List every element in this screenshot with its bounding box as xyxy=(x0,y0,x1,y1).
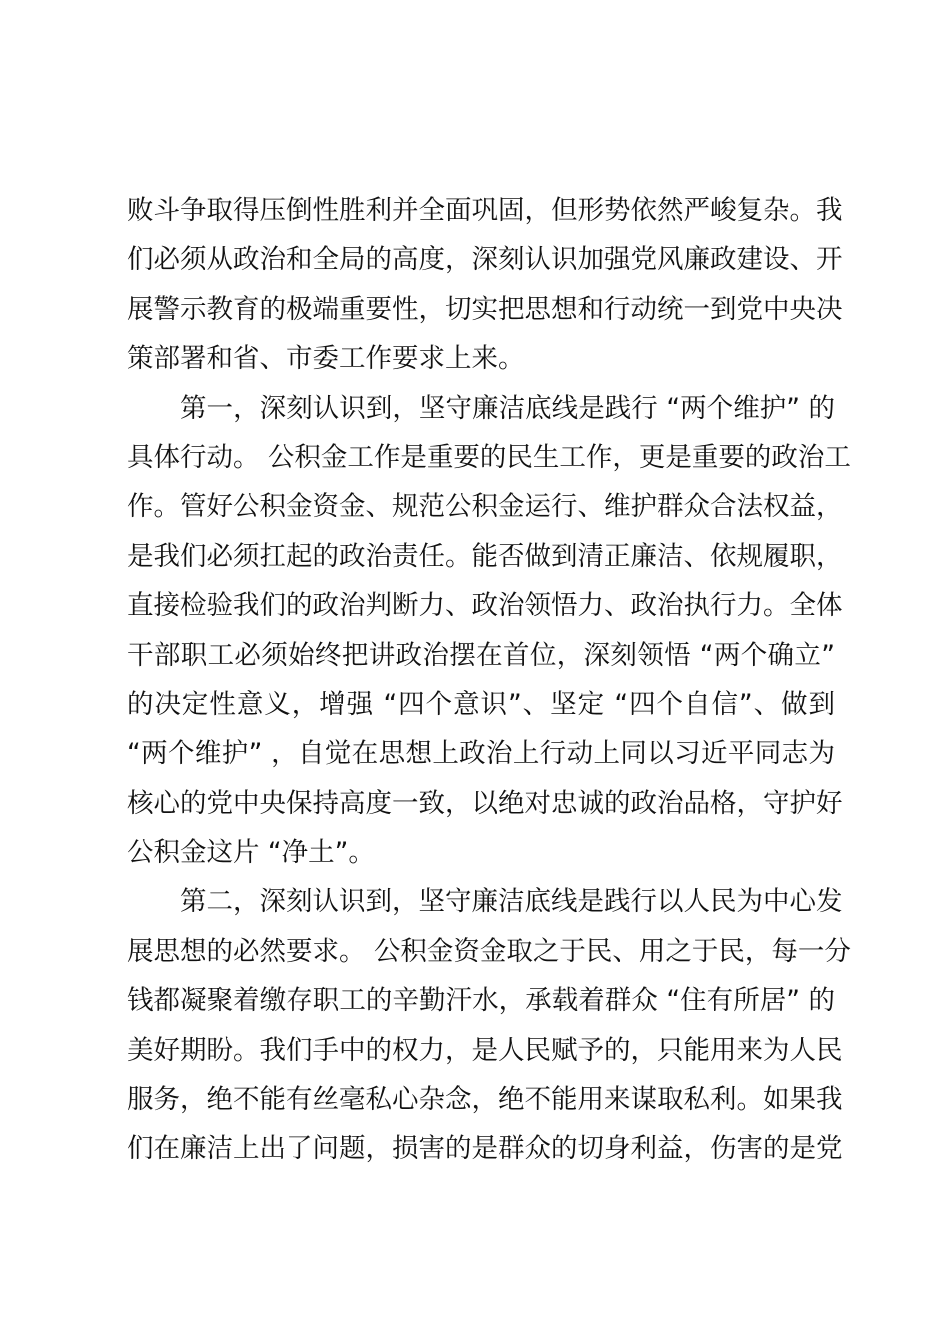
document-body xyxy=(127,186,851,1174)
paragraph-intro-tail xyxy=(127,186,843,384)
paragraph-point-one xyxy=(127,384,851,878)
text-line: 第一，深刻认识到，坚守廉洁底线是践行 “两个维护” 的 xyxy=(180,392,835,424)
text-line: 第二，深刻认识到，坚守廉洁底线是践行以人民为中心发 xyxy=(180,886,843,918)
text-line: 钱都凝聚着缴存职工的辛勤汗水，承载着群众 “住有所居” 的 xyxy=(127,985,835,1017)
text-line: 作。管好公积金资金、规范公积金运行、维护群众合法权益， xyxy=(127,491,843,523)
text-line: 公积金这片 “净土”。 xyxy=(127,837,375,869)
text-line: 展思想的必然要求。 公积金资金取之于民、用之于民，每一分 xyxy=(127,935,851,967)
text-line: 美好期盼。我们手中的权力，是人民赋予的，只能用来为人民 xyxy=(127,1034,843,1066)
text-line: 策部署和省、市委工作要求上来。 xyxy=(127,343,525,375)
text-line: 们在廉洁上出了问题，损害的是群众的切身利益，伤害的是党 xyxy=(127,1133,843,1165)
text-line: 们必须从政治和全局的高度，深刻认识加强党风廉政建设、开 xyxy=(127,244,843,276)
text-line: 的决定性意义，增强 “四个意识”、坚定 “四个自信”、做到 xyxy=(127,688,835,720)
text-line: 直接检验我们的政治判断力、政治领悟力、政治执行力。全体 xyxy=(127,590,843,622)
paragraph-point-two xyxy=(127,877,851,1173)
text-line: 是我们必须扛起的政治责任。能否做到清正廉洁、依规履职， xyxy=(127,540,843,572)
text-line: 败斗争取得压倒性胜利并全面巩固，但形势依然严峻复杂。我 xyxy=(127,195,843,226)
text-line: 干部职工必须始终把讲政治摆在首位，深刻领悟 “两个确立” xyxy=(127,639,835,671)
text-line: 核心的党中央保持高度一致，以绝对忠诚的政治品格，守护好 xyxy=(127,787,843,819)
text-line: 具体行动。 公积金工作是重要的民生工作，更是重要的政治工 xyxy=(127,441,851,473)
text-line: 服务，绝不能有丝毫私心杂念，绝不能用来谋取私利。如果我 xyxy=(127,1084,843,1116)
text-line: “两个维护” ，自觉在思想上政治上行动上同以习近平同志为 xyxy=(127,738,835,770)
text-line: 展警示教育的极端重要性，切实把思想和行动统一到党中央决 xyxy=(127,293,843,325)
